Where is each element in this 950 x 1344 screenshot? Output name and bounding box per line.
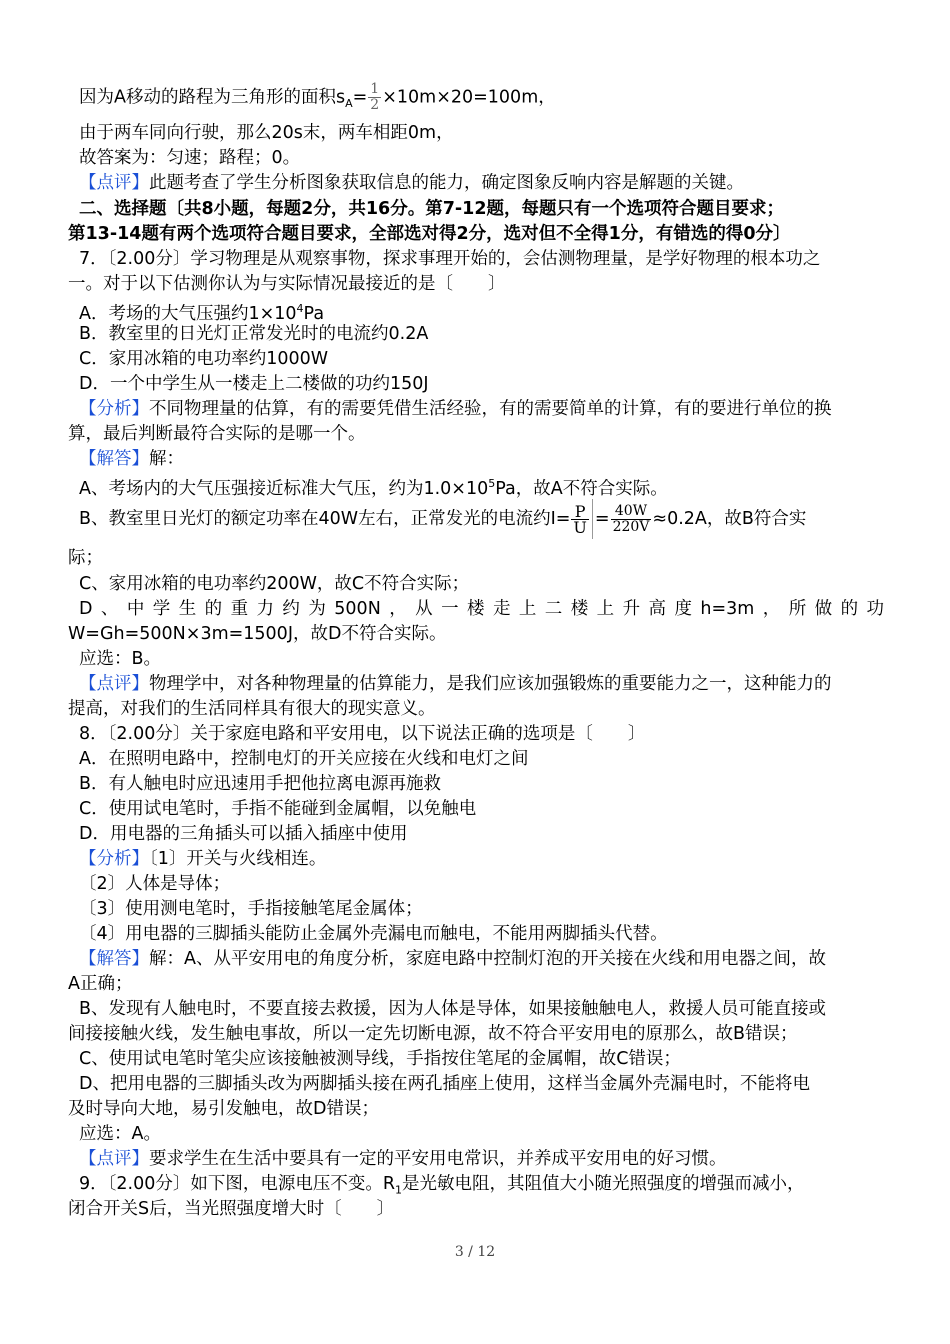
text-line: 应选：A。 (79, 1124, 161, 1144)
option-b: B．教室里的日光灯正常发光时的电流约0.2A (79, 324, 429, 344)
option-d: D．一个中学生从一楼走上二楼做的功约150J (79, 374, 429, 394)
fraction-40w-over-220v: $\frac{40W}{220V}$ (612, 502, 650, 535)
analysis-tag: 【分析】 (79, 399, 149, 419)
text-line: D、中学生的重力约为500N，从一楼走上二楼上升高度h=3m，所做的功 (79, 599, 884, 619)
text-line: 〔4〕用电器的三脚插头能防止金属外壳漏电而触电，不能用两脚插头代替。 (79, 924, 668, 944)
text-line: A正确； (68, 974, 133, 994)
text-line: 由于两车同向行驶，那么20s末，两车相距0m， (79, 123, 454, 143)
fraction-p-over-u: $\frac{P}{U}$ (573, 501, 587, 537)
answer-tag: 【解答】 (79, 449, 149, 469)
text-line: 际； (68, 548, 103, 568)
analysis-line: 【分析】〔1〕开关与火线相连。 (79, 849, 327, 869)
comment-tag: 【点评】 (79, 674, 149, 694)
comment-tag: 【点评】 (79, 173, 149, 193)
text-line: 一。对于以下估测你认为与实际情况最接近的是〔 〕 (68, 274, 506, 294)
comment-line: 【点评】物理学中，对各种物理量的估算能力，是我们应该加强锻炼的重要能力之一，这种能力的 (79, 674, 832, 694)
answer-tag: 【解答】 (79, 949, 149, 969)
comment-line: 【点评】此题考查了学生分析图象获取信息的能力，确定图象反响内容是解题的关键。 (79, 173, 744, 193)
question-9: 9．〔2.00分〕如下图，电源电压不变。$R_1$是光敏电阻，其阻值大小随光照强度的增强而减小， (79, 1174, 805, 1197)
text-line: 及时导向大地，易引发触电，故D错误； (68, 1099, 379, 1119)
option-c: C．使用试电笔时，手指不能碰到金属帽，以免触电 (79, 799, 477, 819)
comment-tag: 【点评】 (79, 1149, 149, 1169)
text-line: 间接接触火线，发生触电事故，所以一定先切断电源，故不符合平安用电的原那么，故B错误； (68, 1024, 798, 1044)
fraction-divider (592, 499, 593, 539)
option-b: B．有人触电时应迅速用手把他拉离电源再施救 (79, 774, 442, 794)
text-line: C、使用试电笔时笔尖应该接触被测导线，手指按住笔尾的金属帽，故C错误； (79, 1049, 681, 1069)
option-d: D．用电器的三角插头可以插入插座中使用 (79, 824, 408, 844)
fraction-one-half: $\frac{1}{2}$ (370, 81, 380, 113)
text-line: C、家用冰箱的电功率约200W，故C不符合实际； (79, 574, 470, 594)
question-8: 8．〔2.00分〕关于家庭电路和平安用电，以下说法正确的选项是〔 〕 (79, 724, 646, 744)
analysis-line: 【分析】不同物理量的估算，有的需要凭借生活经验，有的需要简单的计算，有的要进行单位的换 (79, 399, 832, 419)
text-line: B、教室里日光灯的额定功率在40W左右，正常发光的电流约I= $\frac{P}{U}$ = $\frac{40W}{220V}$ ≈0.2A，故B符合实 (79, 498, 884, 540)
comment-line: 【点评】要求学生在生活中要具有一定的平安用电常识，并养成平安用电的好习惯。 (79, 1149, 727, 1169)
text-line: 〔2〕人体是导体； (79, 874, 231, 894)
section-heading: 第13-14题有两个选项符合题目要求，全部选对得2分，选对但不全得1分，有错选的得0分〕 (68, 224, 791, 244)
text-line: 因为A移动的路程为三角形的面积$s_A=$ $\frac{1}{2}$ ×10m×20=100m， (79, 81, 556, 113)
answer-line: 【解答】解：A、从平安用电的角度分析，家庭电路中控制灯泡的开关接在火线和用电器之间，故 (79, 949, 826, 969)
page-number: 3 / 12 (454, 1244, 496, 1260)
question-7: 7．〔2.00分〕学习物理是从观察事物，探求事理开始的，会估测物理量，是学好物理的根本功之 (79, 249, 821, 269)
text-line: B、发现有人触电时，不要直接去救援，因为人体是导体，如果接触触电人，救援人员可能直接或 (79, 999, 827, 1019)
option-a: A．考场的大气压强约$1\times 10^4Pa$ (79, 302, 325, 324)
text-line: 应选：B。 (79, 649, 162, 669)
text-line: 〔3〕使用测电笔时，手指接触笔尾金属体； (79, 899, 423, 919)
section-heading: 二、选择题〔共8小题，每题2分，共16分。第7-12题，每题只有一个选项符合题目要求； (79, 199, 784, 219)
option-c: C．家用冰箱的电功率约1000W (79, 349, 329, 369)
text-line: 提高，对我们的生活同样具有很大的现实意义。 (68, 699, 436, 719)
option-a: A．在照明电路中，控制电灯的开关应接在火线和电灯之间 (79, 749, 529, 769)
text-line: A、考场内的大气压强接近标准大气压，约为$1.0\times 10^5Pa$，故A不符合实际。 (79, 477, 668, 499)
answer-line: 【解答】解： (79, 449, 184, 469)
text-line: 算，最后判断最符合实际的是哪一个。 (68, 424, 366, 444)
text-line: D、把用电器的三脚插头改为两脚插头接在两孔插座上使用，这样当金属外壳漏电时，不能将电 (79, 1074, 810, 1094)
text-line: 闭合开关S后，当光照强度增大时〔 〕 (68, 1199, 395, 1219)
text-line: W=Gh=500N×3m=1500J，故D不符合实际。 (68, 624, 447, 644)
analysis-tag: 【分析】 (79, 849, 149, 869)
text-line: 故答案为：匀速；路程；0。 (79, 148, 301, 168)
